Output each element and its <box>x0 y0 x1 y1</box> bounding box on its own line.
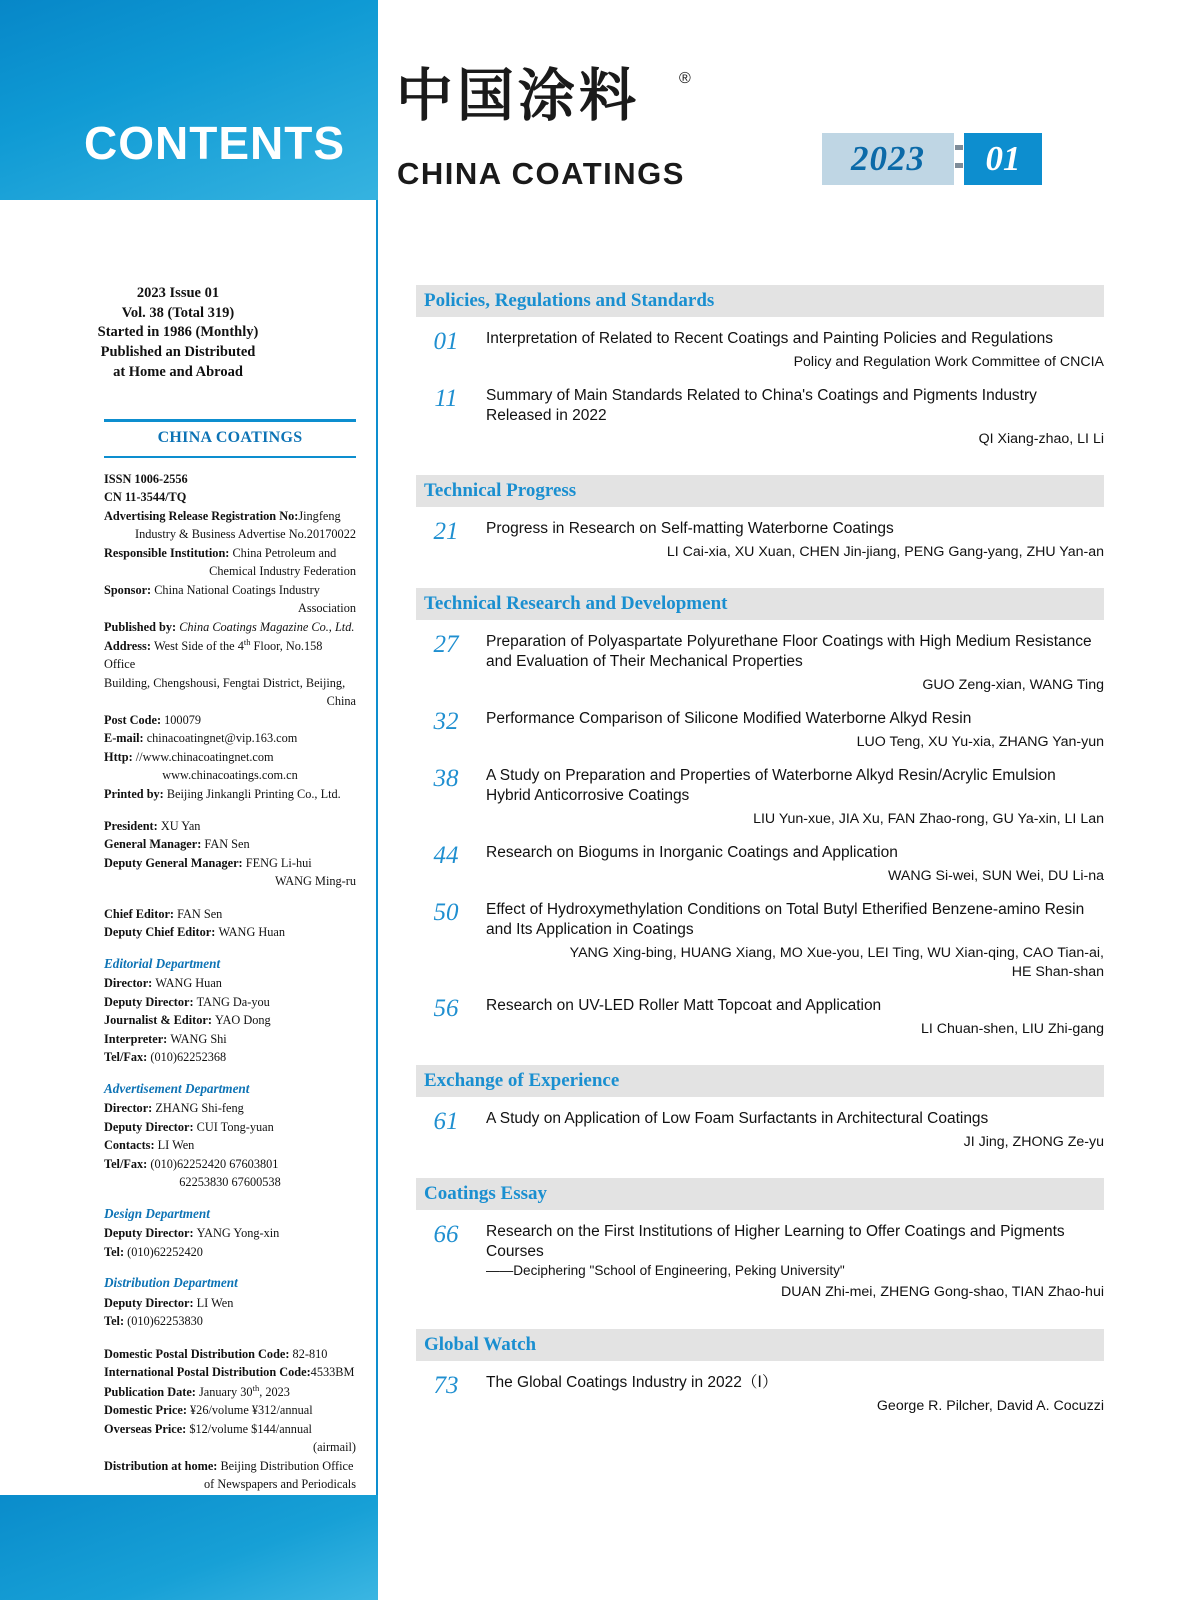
masthead-label: Advertising Release Registration No: <box>104 508 299 523</box>
masthead-label: Http: <box>104 749 136 764</box>
toc-entry[interactable] <box>416 709 1104 752</box>
masthead-row <box>104 636 356 674</box>
toc-page-number[interactable]: 21 <box>433 518 459 545</box>
masthead-label: Director: <box>104 976 156 991</box>
masthead-row <box>104 470 356 488</box>
masthead-label: Publication Date: <box>104 1384 199 1399</box>
masthead-row <box>104 766 356 784</box>
toc-entry-title[interactable]: A Study on Application of Low Foam Surfactants in Architectural Coatings <box>486 1110 989 1127</box>
header-blue-panel <box>0 0 378 200</box>
masthead-row <box>104 1011 356 1029</box>
toc-entry-subtitle: ——Deciphering "School of Engineering, Peking University" <box>486 1262 845 1278</box>
masthead-value: China National Coatings Industry <box>154 582 320 597</box>
masthead-row <box>104 1048 356 1066</box>
masthead-label: Sponsor: <box>104 582 155 597</box>
masthead-value: Building, Chengshousi, Fengtai District, Beijing, <box>104 675 346 690</box>
masthead-value: 62253830 67600538 <box>179 1175 281 1190</box>
toc-entry-authors: YANG Xing-bing, HUANG Xiang, MO Xue-you, LEI Ting, WU Xian-qing, CAO Tian-ai, <box>569 944 1104 961</box>
masthead-row <box>104 993 356 1011</box>
masthead-row <box>104 544 356 562</box>
masthead-label: Interpreter: <box>104 1031 171 1046</box>
logo-english: CHINA COATINGS <box>397 156 685 191</box>
masthead-label: Address: <box>104 639 154 654</box>
toc-entry-title[interactable]: Interpretation of Related to Recent Coatings and Painting Policies and Regulations <box>486 330 1053 347</box>
toc-entry-body <box>486 766 1104 829</box>
department-heading: Editorial Department <box>104 955 221 971</box>
masthead-value: (airmail) <box>312 1440 356 1455</box>
toc-entry-authors: LI Chuan-shen, LIU Zhi-gang <box>921 1020 1104 1037</box>
masthead-value: 100079 <box>164 712 202 727</box>
masthead-row <box>104 974 356 992</box>
masthead-row <box>104 905 356 923</box>
page-header <box>0 0 1187 200</box>
masthead-label: E-mail: <box>104 731 147 746</box>
toc-entry-title[interactable]: A Study on Preparation and Properties of Waterborne Alkyd Resin/Acrylic Emulsion Hybrid Anticorrosive Coatings <box>486 767 1056 804</box>
toc-section-title: Coatings Essay <box>424 1183 547 1204</box>
masthead-value: www.chinacoatings.com.cn <box>162 768 298 783</box>
masthead-value: FENG Li-hui <box>245 855 312 870</box>
masthead-row <box>104 618 356 636</box>
toc-section-heading <box>416 1178 1104 1210</box>
toc-entry[interactable] <box>416 329 1104 372</box>
toc-entry-title[interactable]: Research on the First Institutions of Higher Learning to Offer Coatings and Pigments Courses <box>486 1223 1065 1260</box>
spacer <box>104 1331 356 1345</box>
page-title: CONTENTS <box>84 117 345 169</box>
masthead-row <box>104 1457 356 1475</box>
masthead-label: Tel: <box>104 1244 128 1259</box>
toc-page-number[interactable]: 44 <box>433 842 459 869</box>
masthead-value: Industry & Business Advertise No.20170022 <box>135 527 356 542</box>
masthead-value: Jingfeng <box>298 508 341 523</box>
toc-section-heading <box>416 1065 1104 1097</box>
toc-entry[interactable] <box>416 996 1104 1039</box>
masthead-value: ZHANG Shi-feng <box>155 1101 244 1116</box>
masthead-label: General Manager: <box>104 837 205 852</box>
issue-info-line: Published an Distributed <box>100 344 256 361</box>
masthead-row <box>104 1173 356 1191</box>
toc-entry-body <box>486 1373 1104 1416</box>
issue-info-block <box>0 284 356 383</box>
masthead-row <box>104 872 356 890</box>
masthead-row <box>104 817 356 835</box>
masthead-value: China Petroleum and <box>232 545 337 560</box>
masthead-value: 82-810 <box>292 1346 328 1361</box>
masthead-row <box>104 599 356 617</box>
toc-entry-authors: Policy and Regulation Work Committee of CNCIA <box>793 353 1104 370</box>
masthead-row <box>104 1420 356 1438</box>
masthead-label: Tel: <box>104 1314 128 1329</box>
toc-entry-body <box>486 900 1104 982</box>
masthead-value: 4533BM <box>310 1365 355 1380</box>
masthead-sidebar <box>0 200 378 1495</box>
toc-entry[interactable] <box>416 632 1104 695</box>
toc-section-title: Technical Progress <box>424 480 577 501</box>
masthead-row <box>104 711 356 729</box>
toc-entry[interactable] <box>416 519 1104 562</box>
toc-page-number[interactable]: 32 <box>433 708 459 735</box>
toc-entry-title[interactable]: Research on UV-LED Roller Matt Topcoat and Application <box>486 997 882 1014</box>
toc-entry-title[interactable]: Performance Comparison of Silicone Modified Waterborne Alkyd Resin <box>486 710 972 727</box>
masthead-row <box>104 1363 356 1381</box>
footer-blue-panel <box>0 1495 378 1600</box>
masthead-label: CN 11-3544/TQ <box>104 490 187 505</box>
divider-under-title <box>104 456 356 458</box>
toc-entry-authors-cont: HE Shan-shan <box>1011 963 1104 980</box>
toc-entry-title[interactable]: The Global Coatings Industry in 2022（Ⅰ） <box>486 1374 778 1391</box>
department-heading: Distribution Department <box>104 1275 238 1291</box>
masthead-row <box>104 674 356 692</box>
toc-page-number[interactable]: 66 <box>433 1221 459 1248</box>
toc-section-heading <box>416 475 1104 507</box>
masthead-value: YANG Yong-xin <box>196 1226 280 1241</box>
masthead-row <box>104 923 356 941</box>
toc-page-number[interactable]: 50 <box>433 899 459 926</box>
masthead-label: Contacts: <box>104 1138 158 1153</box>
masthead-label: Printed by: <box>104 786 167 801</box>
toc-section-title: Policies, Regulations and Standards <box>424 290 715 311</box>
masthead-details <box>104 470 356 1549</box>
toc-entry-title[interactable]: Research on Biogums in Inorganic Coatings and Application <box>486 844 898 861</box>
masthead-row <box>104 748 356 766</box>
toc-section-title: Technical Research and Development <box>424 593 728 614</box>
toc-entry-title[interactable]: Preparation of Polyaspartate Polyurethane Floor Coatings with High Medium Resistance and Evaluation of Their Mechanical Properties <box>486 633 1092 670</box>
masthead-label: Distribution at home: <box>104 1458 221 1473</box>
masthead-value: China Coatings Magazine Co., Ltd. <box>179 619 355 634</box>
toc-entry-authors: LIU Yun-xue, JIA Xu, FAN Zhao-rong, GU Ya-xin, LI Lan <box>753 810 1104 827</box>
masthead-row <box>104 729 356 747</box>
masthead-row <box>104 835 356 853</box>
masthead-row <box>104 1475 356 1493</box>
masthead-value: FAN Sen <box>177 906 223 921</box>
masthead-label: Deputy Director: <box>104 1119 197 1134</box>
masthead-value: XU Yan <box>160 818 201 833</box>
masthead-value: chinacoatingnet@vip.163.com <box>146 731 298 746</box>
masthead-label: Domestic Postal Distribution Code: <box>104 1346 293 1361</box>
masthead-value: //www.chinacoatingnet.com <box>135 749 274 764</box>
masthead-row <box>104 562 356 580</box>
masthead-value: WANG Huan <box>155 976 222 991</box>
masthead-row <box>104 1243 356 1261</box>
masthead-row <box>104 1030 356 1048</box>
toc-page-number[interactable]: 01 <box>433 328 459 355</box>
masthead-value: $12/volume $144/annual <box>189 1421 312 1436</box>
toc-entry[interactable] <box>416 1373 1104 1416</box>
masthead-value: YAO Dong <box>215 1013 271 1028</box>
spacer <box>104 891 356 905</box>
toc-page-number[interactable]: 27 <box>433 631 459 658</box>
toc-entry-authors: QI Xiang-zhao, LI Li <box>978 430 1104 447</box>
toc-section-heading <box>416 588 1104 620</box>
toc-entry-body <box>486 632 1104 695</box>
masthead-label: Responsible Institution: <box>104 545 233 560</box>
masthead-value: WANG Huan <box>218 925 286 940</box>
masthead-label: President: <box>104 818 161 833</box>
masthead-label: Deputy Director: <box>104 1226 197 1241</box>
masthead-label: ISSN 1006-2556 <box>104 472 188 486</box>
toc-entry-title[interactable]: Progress in Research on Self-matting Waterborne Coatings <box>486 520 894 537</box>
issue-info-line: at Home and Abroad <box>113 363 243 380</box>
masthead-label: Deputy Director: <box>104 1296 197 1311</box>
masthead-label: Deputy Director: <box>104 994 197 1009</box>
logo-chinese: 中国涂料 <box>396 63 640 129</box>
toc-entry[interactable] <box>416 1109 1104 1152</box>
masthead-label: Overseas Price: <box>104 1421 190 1436</box>
masthead-label: Deputy Chief Editor: <box>104 925 219 940</box>
toc-entry-body <box>486 1222 1104 1303</box>
masthead-value: Beijing Jinkangli Printing Co., Ltd. <box>166 786 341 801</box>
toc-entry-body <box>486 843 1104 886</box>
masthead-row <box>104 488 356 506</box>
toc-entry-body <box>486 386 1104 449</box>
toc-page-number[interactable]: 61 <box>433 1108 459 1135</box>
toc-entry-body <box>486 996 1104 1039</box>
issue-info-line: Started in 1986 (Monthly) <box>97 324 259 341</box>
masthead-value: (010)62253830 <box>127 1314 203 1329</box>
toc-entry-body <box>486 1109 1104 1152</box>
masthead-value: Beijing Distribution Office <box>220 1458 354 1473</box>
masthead-row <box>104 1438 356 1456</box>
issue-separator-icon <box>954 133 964 185</box>
issue-info-line: 2023 Issue 01 <box>136 285 220 301</box>
masthead-row <box>104 1224 356 1242</box>
masthead-value: (010)62252420 67603801 <box>150 1156 279 1171</box>
masthead-row <box>104 785 356 803</box>
toc-page-number[interactable]: 38 <box>433 765 459 792</box>
masthead-label: Tel/Fax: <box>104 1156 151 1171</box>
masthead-label: Published by: <box>104 619 180 634</box>
toc-entry-authors: JI Jing, ZHONG Ze-yu <box>963 1133 1104 1150</box>
masthead-value: China <box>326 694 356 709</box>
masthead-row <box>104 507 356 525</box>
masthead-value: ¥26/volume ¥312/annual <box>190 1403 313 1418</box>
masthead-row <box>104 581 356 599</box>
masthead-label: International Postal Distribution Code: <box>104 1365 311 1380</box>
table-of-contents <box>378 200 1187 1600</box>
toc-entry-authors: LI Cai-xia, XU Xuan, CHEN Jin-jiang, PENG Gang-yang, ZHU Yan-an <box>666 543 1104 560</box>
masthead-value: FAN Sen <box>204 837 250 852</box>
issue-year: 2023 <box>822 133 954 185</box>
masthead-label: Post Code: <box>104 712 165 727</box>
masthead-label: Tel/Fax: <box>104 1050 151 1065</box>
masthead-row <box>104 1294 356 1312</box>
toc-entry-title[interactable]: Effect of Hydroxymethylation Conditions on Total Butyl Etherified Benzene-amino Resin and Its Application in Coatings <box>486 901 1085 938</box>
masthead-label: Deputy General Manager: <box>104 855 246 870</box>
toc-entry-authors: LUO Teng, XU Yu-xia, ZHANG Yan-yun <box>856 733 1104 750</box>
masthead-row <box>104 1099 356 1117</box>
masthead-value: Chemical Industry Federation <box>209 564 356 579</box>
toc-entry[interactable] <box>416 766 1104 829</box>
masthead-value: TANG Da-you <box>196 994 270 1009</box>
issue-info-line: Vol. 38 (Total 319) <box>121 304 235 321</box>
masthead-row <box>104 1118 356 1136</box>
masthead-label: Director: <box>104 1101 156 1116</box>
masthead-value: West Side of the 4th Floor, No.158 Office <box>104 636 323 672</box>
masthead-value: LI Wen <box>196 1296 234 1311</box>
masthead-row <box>104 1345 356 1363</box>
masthead-label: Chief Editor: <box>104 906 178 921</box>
masthead-row <box>104 525 356 543</box>
masthead-row <box>104 1136 356 1154</box>
masthead-row <box>104 1401 356 1419</box>
toc-entry-authors: GUO Zeng-xian, WANG Ting <box>922 676 1104 693</box>
toc-page-number[interactable]: 56 <box>433 995 459 1022</box>
toc-section-title: Exchange of Experience <box>424 1070 620 1091</box>
department-heading: Design Department <box>104 1205 210 1221</box>
toc-page-number[interactable]: 11 <box>434 385 458 412</box>
spacer <box>104 803 356 817</box>
toc-entry[interactable] <box>416 843 1104 886</box>
masthead-value: (010)62252368 <box>150 1050 227 1065</box>
toc-section-heading <box>416 1329 1104 1361</box>
department-heading: Advertisement Department <box>104 1080 250 1096</box>
masthead-row <box>104 692 356 710</box>
toc-entry-body <box>486 519 1104 562</box>
masthead-value: WANG Shi <box>170 1031 227 1046</box>
masthead-value: CUI Tong-yuan <box>196 1119 274 1134</box>
toc-section-heading <box>416 285 1104 317</box>
toc-entry-authors: DUAN Zhi-mei, ZHENG Gong-shao, TIAN Zhao-hui <box>781 1284 1104 1301</box>
toc-entry-authors: George R. Pilcher, David A. Cocuzzi <box>876 1397 1104 1414</box>
masthead-row <box>104 1382 356 1402</box>
masthead-row <box>104 854 356 872</box>
masthead-value: LI Wen <box>157 1138 195 1153</box>
issue-badge <box>822 133 1042 185</box>
masthead-label: Domestic Price: <box>104 1403 191 1418</box>
masthead-value: of Newspapers and Periodicals <box>204 1477 356 1492</box>
masthead-value: Association <box>297 601 356 616</box>
toc-entry[interactable] <box>416 900 1104 982</box>
issue-number: 01 <box>964 133 1042 185</box>
toc-entry-title[interactable]: Summary of Main Standards Related to China's Coatings and Pigments Industry Released in 2022 <box>486 387 1037 424</box>
toc-entry[interactable] <box>416 386 1104 449</box>
toc-page-number[interactable]: 73 <box>433 1372 459 1399</box>
masthead-row <box>104 1155 356 1173</box>
masthead-row <box>104 1312 356 1330</box>
masthead-value: (010)62252420 <box>127 1244 203 1259</box>
toc-entry[interactable] <box>416 1222 1104 1303</box>
divider-top <box>104 419 356 422</box>
sidebar-title: CHINA COATINGS <box>157 429 303 446</box>
toc-section-title: Global Watch <box>424 1334 537 1355</box>
registered-trademark-icon: ® <box>679 70 691 87</box>
toc-entry-body <box>486 709 1104 752</box>
masthead-value: WANG Ming-ru <box>275 874 356 889</box>
toc-entry-authors: WANG Si-wei, SUN Wei, DU Li-na <box>888 867 1104 884</box>
masthead-label: Journalist & Editor: <box>104 1013 216 1028</box>
masthead-value: January 30th, 2023 <box>198 1382 290 1399</box>
toc-entry-body <box>486 329 1104 372</box>
